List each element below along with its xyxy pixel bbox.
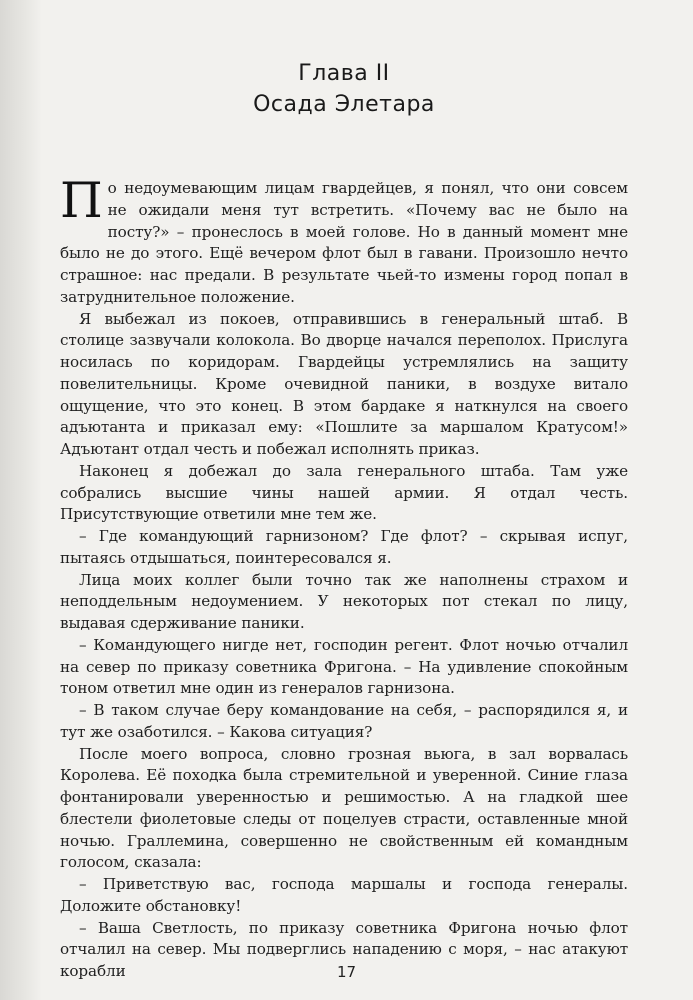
chapter-heading	[60, 58, 628, 120]
paragraph-3: Наконец я добежал до зала генерального штаба. Там уже собрались высшие чины нашей армии. Я отдал честь. Присутствующие ответили мне тем же.	[60, 461, 628, 524]
paragraph-4: – Где командующий гарнизоном? Где флот? – скрывая испуг, пытаясь отдышаться, поинтересовался я.	[60, 527, 628, 567]
paragraph-6: – Командующего нигде нет, господин регент. Флот ночью отчалил на север по приказу советника Фригона. – На удивление спокойным тоном ответил мне один из генералов гарнизона.	[60, 635, 628, 698]
paragraph-9: – Приветствую вас, господа маршалы и господа генералы. Доложите обстановку!	[60, 875, 628, 915]
paragraph-1	[60, 172, 628, 309]
book-page	[60, 58, 628, 983]
chapter-body	[60, 172, 628, 983]
chapter-number: Глава II	[298, 61, 390, 86]
drop-cap-letter: П	[60, 172, 103, 229]
chapter-title: Осада Элетара	[253, 92, 435, 117]
page-number: 17	[336, 963, 357, 981]
paragraph-1-text: о недоумевающим лицам гвардейцев, я понял, что они совсем не ожидали меня тут встретить. «Почему вас не было на посту?» – пронеслось в моей голове. Но в данный момент мне было не до этого. Ещё вечером флот был в гавани. Произошло нечто страшное: нас предали. В результате чьей-то измены город попал в затруднительное положение.	[60, 179, 628, 306]
paragraph-10: – Ваша Светлость, по приказу советника Фригона ночью флот отчалил на север. Мы подверглись нападению с моря, – нас атакуют корабли	[60, 918, 628, 980]
paragraph-2: Я выбежал из покоев, отправившись в генеральный штаб. В столице зазвучали колокола. Во дворце начался переполох. Прислуга носилась по коридорам. Гвардейцы устремлялись на защиту повелительницы. Кроме очевидной паники, в воздухе витало ощущение, что это конец. В этом бардаке я наткнулся на своего адъютанта и приказал ему: «Пошлите за маршалом Кратусом!» Адъютант отдал честь и побежал исполнять приказ.	[60, 309, 628, 458]
paragraph-5: Лица моих коллег были точно так же наполнены страхом и неподдельным недоумением. У некоторых пот стекал по лицу, выдавая сдерживание паники.	[60, 570, 628, 632]
book-gutter-shadow	[0, 0, 42, 1000]
paragraph-7: – В таком случае беру командование на себя, – распорядился я, и тут же озаботился. – Какова ситуация?	[60, 701, 628, 741]
paragraph-8: После моего вопроса, словно грозная вьюга, в зал ворвалась Королева. Её походка была стремительной и уверенной. Синие глаза фонтанировали уверенностью и решимостью. А на гладкой шее блестели фиолетовые следы от поцелуев страсти, оставленные мной ночью. Граллемина, совершенно не свойственным ей командным голосом, сказала:	[60, 744, 628, 872]
